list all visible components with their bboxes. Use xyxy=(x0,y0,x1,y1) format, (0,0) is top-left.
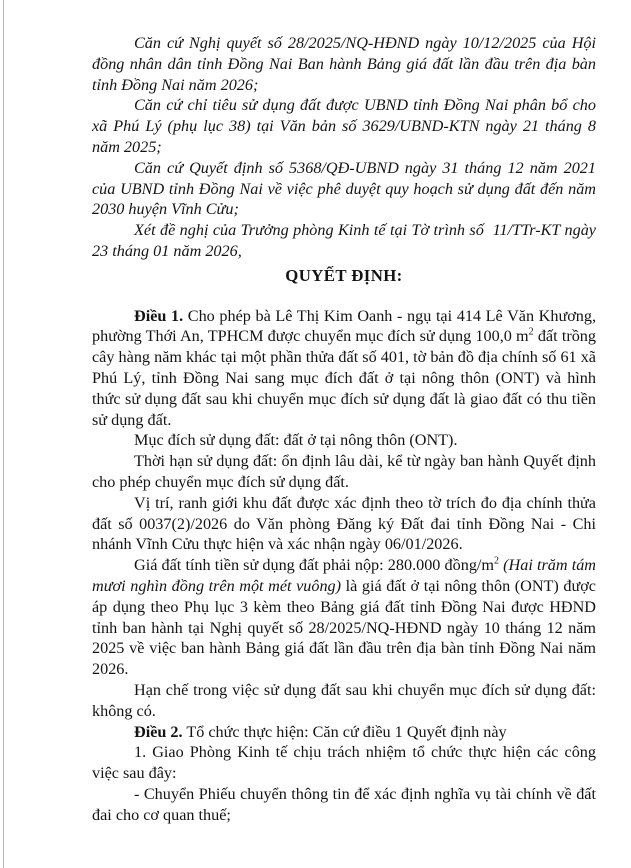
text-segment: Căn cứ Quyết định số 5368/QĐ-UBND ngày 31 tháng 12 năm 2021 của UBND tỉnh Đồng Nai về việc phê duyệt quy hoạch sử dụng đất đến năm 2030 huyện Vĩnh Cửu; xyxy=(92,158,596,219)
text-segment: Điều 1. xyxy=(134,306,184,325)
task-assignment xyxy=(92,742,596,784)
text-segment: - Chuyển Phiếu chuyển thông tin để xác định nghĩa vụ tài chính về đất đai cho cơ quan thuế; xyxy=(92,784,596,824)
text-segment: Cho phép bà Lê Thị Kim Oanh - ngụ tại 414 Lê Văn Khương, phường Thới An, TPHCM được chuyển mục đích sử dụng 100,0 m xyxy=(92,306,597,346)
superscript-unit: 2 xyxy=(528,326,534,338)
text-segment: Vị trí, ranh giới khu đất được xác định theo tờ trích đo địa chính thửa đất số 0037(2)/2026 do Văn phòng Đăng ký Đất đai tỉnh Đồng Nai - Chi nhánh Vĩnh Cửu thực hiện và xác nhận ngày 06/01/2026. xyxy=(92,493,596,554)
document-content xyxy=(92,33,596,825)
superscript-unit: 2 xyxy=(494,555,500,567)
preamble-citation-1 xyxy=(92,33,596,95)
decision-heading xyxy=(92,266,596,287)
text-segment: Mục đích sử dụng đất: đất ở tại nông thôn (ONT). xyxy=(134,431,458,450)
preamble-proposal xyxy=(92,220,596,262)
text-segment: Giá đất tính tiền sử dụng đất phải nộp: 280.000 đồng/m xyxy=(134,556,495,575)
text-segment: Tổ chức thực hiện: Căn cứ điều 1 Quyết định này xyxy=(182,722,507,741)
land-price xyxy=(92,555,596,680)
land-use-restriction xyxy=(92,680,596,722)
text-segment: Hạn chế trong việc sử dụng đất sau khi chuyển mục đích sử dụng đất: không có. xyxy=(92,680,596,720)
text-segment: Căn cứ Nghị quyết số 28/2025/NQ-HĐND ngày 10/12/2025 của Hội đồng nhân dân tỉnh Đồng Nai Ban hành Bảng giá đất lần đầu trên địa bàn tỉnh Đồng Nai năm 2026; xyxy=(92,34,596,94)
article-1 xyxy=(92,306,596,431)
text-segment: QUYẾT ĐỊNH: xyxy=(285,265,403,285)
land-location xyxy=(92,493,596,555)
page-left-edge xyxy=(3,0,4,868)
land-use-term xyxy=(92,451,596,493)
preamble-citation-2 xyxy=(92,95,596,157)
article-2 xyxy=(92,722,596,743)
preamble-citation-3 xyxy=(92,158,596,220)
text-segment: đất trồng cây hàng năm khác tại một phần thửa đất số 401, tờ bản đồ địa chính số 61 xã Phú Lý, tỉnh Đồng Nai sang mục đích đất ở tại nông thôn (ONT) và hình thức sử dụng đất sau khi chuyển mục đích sử dụng đất là giao đất có thu tiền sử dụng đất. xyxy=(92,327,596,429)
text-segment: (Hai trăm tám mươi nghìn đồng trên một mét vuông) xyxy=(92,556,596,595)
text-segment: 1. Giao Phòng Kinh tế chịu trách nhiệm tổ chức thực hiện các công việc sau đây: xyxy=(92,743,596,783)
text-segment: là giá đất ở tại nông thôn (ONT) được áp dụng theo Phụ lục 3 kèm theo Bảng giá đất tỉnh Đồng Nai được HĐND tỉnh ban hành tại Nghị quyết số 28/2025/NQ-HĐND ngày 10 tháng 12 năm 2025 về việc ban hành Bảng giá đất lần đầu trên địa bàn tỉnh Đồng Nai năm 2026. xyxy=(92,576,596,679)
text-segment: Điều 2. xyxy=(134,722,183,741)
text-segment: Thời hạn sử dụng đất: ổn định lâu dài, kể từ ngày ban hành Quyết định cho phép chuyển mục đích sử dụng đất. xyxy=(92,452,596,491)
land-use-purpose xyxy=(92,430,596,451)
tax-transfer-task xyxy=(92,784,596,826)
text-segment: Xét đề nghị của Trưởng phòng Kinh tế tại Tờ trình số 11/TTr-KT ngày 23 tháng 01 năm 2026, xyxy=(92,221,596,260)
text-segment: Căn cứ chỉ tiêu sử dụng đất được UBND tỉnh Đồng Nai phân bổ cho xã Phú Lý (phụ lục 38) tại Văn bản số 3629/UBND-KTN ngày 21 tháng 8 năm 2025; xyxy=(92,96,596,156)
